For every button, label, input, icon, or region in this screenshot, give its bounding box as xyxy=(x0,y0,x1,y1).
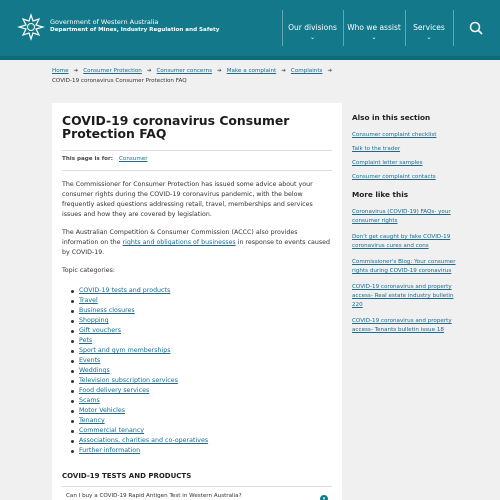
page-audience xyxy=(62,156,148,162)
page-title: COVID-19 coronavirus Consumer Protection FAQ xyxy=(62,113,290,141)
arrow-right-icon: ➔ xyxy=(73,68,79,74)
main-content xyxy=(52,103,342,500)
list-item xyxy=(352,208,462,226)
list-item xyxy=(352,131,462,140)
list-item xyxy=(71,386,208,396)
sidebar-link[interactable]: Consumer complaint contacts xyxy=(352,174,436,180)
list-item xyxy=(352,258,462,276)
breadcrumb-make-a-complaint[interactable]: Make a complaint xyxy=(226,68,277,74)
chevron-down-icon: ⌄ xyxy=(309,34,316,41)
list-item xyxy=(71,356,208,366)
arrow-right-icon: ➔ xyxy=(146,68,152,74)
list-item xyxy=(352,317,462,335)
brand-text[interactable] xyxy=(50,18,219,34)
topic-link[interactable]: Travel xyxy=(79,297,98,304)
sidebar-more-like-this xyxy=(352,190,462,342)
list-item xyxy=(71,376,208,386)
sidebar-link[interactable]: Consumer complaint checklist xyxy=(352,132,437,138)
list-item xyxy=(71,406,208,416)
search-icon xyxy=(454,0,500,56)
topics-label: Topic categories: xyxy=(62,267,115,274)
list-item xyxy=(352,145,462,154)
accc-text-before: The Australian Competition & Consumer Commission (ACCC) also provides information on the xyxy=(62,229,298,246)
topic-link[interactable]: Weddings xyxy=(79,367,110,374)
topic-link[interactable]: Associations, charities and co-operatives xyxy=(79,437,209,444)
sidebar-link[interactable]: Commissioner's Blog: Your consumer rights during COVID-19 coronavirus xyxy=(352,259,456,274)
site-header xyxy=(0,0,500,56)
topic-link[interactable]: Commercial tenancy xyxy=(79,427,145,434)
breadcrumb-complaints[interactable]: Complaints xyxy=(290,68,323,74)
topic-link[interactable]: Scams xyxy=(79,397,100,404)
nav-services[interactable] xyxy=(405,0,453,56)
breadcrumb-current: COVID-19 coronavirus Consumer Protection FAQ xyxy=(52,78,187,84)
accc-rights-link[interactable]: rights and obligations of businesses xyxy=(122,239,236,246)
topic-link[interactable]: Sport and gym memberships xyxy=(79,347,171,354)
list-item xyxy=(352,233,462,251)
list-item xyxy=(352,283,462,310)
list-item xyxy=(352,159,462,168)
header-band xyxy=(0,56,500,60)
sidebar-link[interactable]: Don't get caught by fake COVID-19 coronavirus cures and cons xyxy=(352,234,451,249)
list-item xyxy=(71,426,208,436)
list-item xyxy=(71,396,208,406)
topic-link[interactable]: Shopping xyxy=(79,317,109,324)
nav-our-divisions[interactable] xyxy=(282,0,343,56)
sidebar-link-list xyxy=(352,208,462,335)
brand-line-1: Government of Western Australia xyxy=(50,18,159,26)
list-item xyxy=(71,446,208,456)
list-item xyxy=(71,336,208,346)
list-item xyxy=(352,173,462,182)
expand-icon[interactable]: ▾ xyxy=(320,495,328,500)
nav-label: Our divisions xyxy=(288,23,337,32)
brand-line-2: Department of Mines, Industry Regulation and Safety xyxy=(50,27,220,33)
divider xyxy=(62,170,332,171)
sidebar-link[interactable]: Talk to the trader xyxy=(352,146,401,152)
accc-text-after: in response to events caused by COVID-19. xyxy=(62,239,331,256)
topic-link[interactable]: Motor Vehicles xyxy=(79,407,125,414)
arrow-right-icon: ➔ xyxy=(327,68,333,74)
topic-link[interactable]: Further information xyxy=(79,447,141,454)
nav-label: Who we assist xyxy=(347,23,401,32)
breadcrumb-consumer-concerns[interactable]: Consumer concerns xyxy=(156,68,213,74)
topic-link[interactable]: Business closures xyxy=(79,307,135,314)
accc-paragraph xyxy=(62,228,332,258)
nav-label: Services xyxy=(413,23,445,32)
list-item xyxy=(71,296,208,306)
topic-list xyxy=(71,286,208,456)
sidebar-link[interactable]: Complaint letter samples xyxy=(352,160,423,166)
sidebar-heading: More like this xyxy=(352,190,409,199)
sidebar-heading: Also in this section xyxy=(352,113,431,122)
list-item xyxy=(71,366,208,376)
intro-paragraph: The Commissioner for Consumer Protection has issued some advice about your consumer rights during the COVID-19 coronavirus pandemic, with the below frequently asked questions addressing retail, travel, memberships and services issues and how they are covered by legislation. xyxy=(62,181,313,218)
list-item xyxy=(71,316,208,326)
arrow-right-icon: ➔ xyxy=(281,68,286,74)
list-item xyxy=(71,306,208,316)
sidebar-link[interactable]: Coronavirus (COVID-19) FAQs- your consumer rights xyxy=(352,209,451,224)
divider xyxy=(62,486,332,487)
breadcrumb xyxy=(52,66,472,86)
arrow-right-icon: ➔ xyxy=(217,68,222,74)
divider xyxy=(62,150,332,151)
sidebar-link[interactable]: COVID-19 coronavirus and property access- Real estate industry bulletin 220 xyxy=(352,284,454,308)
list-item xyxy=(71,436,208,446)
section-heading: COVID-19 TESTS AND PRODUCTS xyxy=(62,472,192,480)
topic-link[interactable]: Pets xyxy=(79,337,93,344)
sidebar-link[interactable]: COVID-19 coronavirus and property access- Tenants bulletin issue 18 xyxy=(352,318,452,333)
list-item xyxy=(71,326,208,336)
sidebar-also-in-section xyxy=(352,113,462,187)
wa-crest-icon[interactable] xyxy=(17,13,45,41)
topic-link[interactable]: COVID-19 tests and products xyxy=(79,287,171,294)
search-button[interactable] xyxy=(454,0,500,56)
breadcrumb-home[interactable]: Home xyxy=(52,68,69,74)
nav-who-we-assist[interactable] xyxy=(343,0,405,56)
chevron-down-icon: ⌄ xyxy=(371,34,377,41)
page-for-label: This page is for: xyxy=(62,156,113,162)
list-item xyxy=(71,346,208,356)
chevron-down-icon: ⌄ xyxy=(426,34,432,41)
accordion-item-question[interactable]: Can I buy a COVID-19 Rapid Antigen Test in Western Australia? xyxy=(66,493,242,499)
audience-link-consumer[interactable]: Consumer xyxy=(118,156,148,162)
topic-link[interactable]: Gift vouchers xyxy=(79,327,121,334)
topic-link[interactable]: Television subscription services xyxy=(79,377,178,384)
topic-link[interactable]: Events xyxy=(79,357,101,364)
breadcrumb-consumer-protection[interactable]: Consumer Protection xyxy=(83,68,142,74)
list-item xyxy=(71,286,208,296)
list-item xyxy=(71,416,208,426)
topic-link[interactable]: Tenancy xyxy=(79,417,105,424)
topic-link[interactable]: Food delivery services xyxy=(79,387,150,394)
sidebar-link-list xyxy=(352,131,462,182)
